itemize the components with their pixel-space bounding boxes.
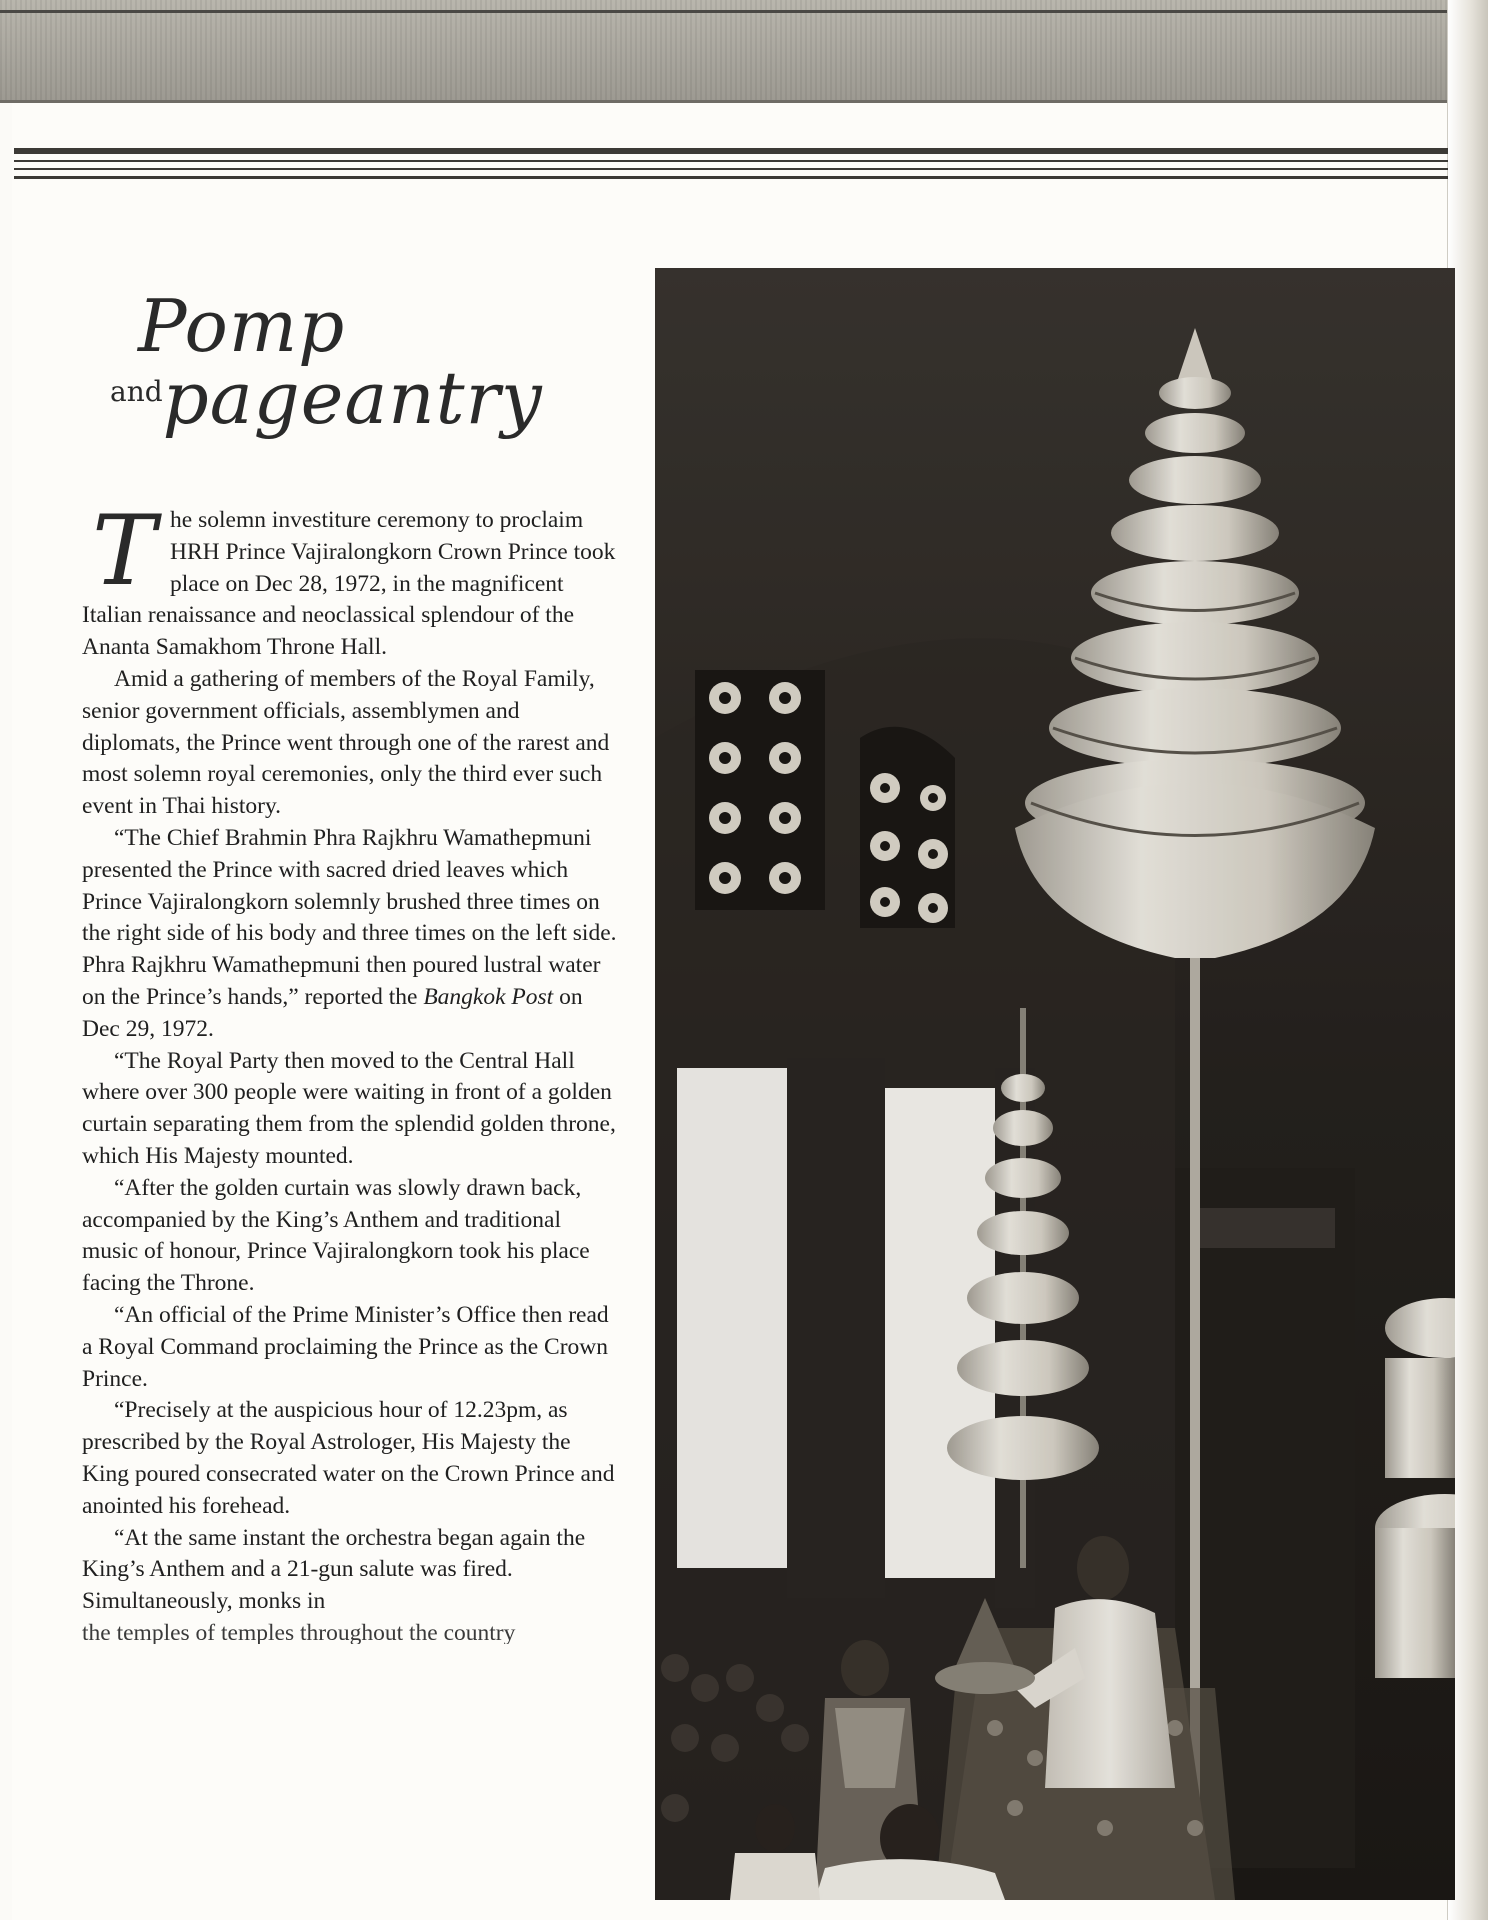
article-paragraph: “The Royal Party then moved to the Central Hall where over 300 people were waiting in front of a golden curtain separating them from the splendid golden throne, which His Majesty mounted.	[82, 1047, 616, 1169]
headline-line1: Pomp	[138, 284, 346, 368]
masthead-rules	[14, 148, 1448, 206]
scanner-top-band	[0, 0, 1488, 103]
article-paragraph: “The Chief Brahmin Phra Rajkhru Wamathepmuni presented the Prince with sacred dried leaves which Prince Vajiralongkorn solemnly brushed three times on the right side of his body and three times on the left side. Phra Rajkhru Wamathepmuni then poured lustral water on the Prince’s hands,” reported the Bangkok Post on Dec 29, 1972.	[82, 824, 617, 1042]
article-paragraph: Amid a gathering of members of the Royal Family, senior government officials, assemblymen and diplomats, the Prince went through one of the rarest and most solemn royal ceremonies, only the third ever such event in Thai history.	[82, 665, 610, 820]
article-paragraph: “Precisely at the auspicious hour of 12.23pm, as prescribed by the Royal Astrologer, His Majesty the King poured consecrated water on the Crown Prince and anointed his forehead.	[82, 1397, 615, 1519]
headline-and: and	[110, 375, 163, 408]
drop-cap: T	[92, 495, 157, 607]
article-paragraph: “At the same instant the orchestra began again the King’s Anthem and a 21-gun salute was fired. Simultaneously, monks in	[82, 1524, 586, 1615]
headline-line2: pageantry	[162, 356, 543, 440]
article-paragraph: T he solemn investiture ceremony to proclaim HRH Prince Vajiralongkorn Crown Prince took place on Dec 28, 1972, in the magnificent Italian renaissance and neoclassical splendour of the Ananta Samakhom Throne Hall.	[82, 495, 616, 661]
ceremony-photo-image	[655, 268, 1455, 1900]
ceremony-photo	[655, 268, 1455, 1900]
article-paragraph: “An official of the Prime Minister’s Office then read a Royal Command proclaiming the Prince as the Crown Prince.	[82, 1301, 609, 1392]
article-cut-line: the temples of temples throughout the country	[82, 1619, 516, 1644]
headline	[110, 284, 630, 440]
article-body	[82, 495, 622, 1644]
article-paragraph: “After the golden curtain was slowly drawn back, accompanied by the King’s Anthem and traditional music of honour, Prince Vajiralongkorn took his place facing the Throne.	[82, 1174, 590, 1297]
publication-name: Bangkok Post	[423, 983, 554, 1010]
